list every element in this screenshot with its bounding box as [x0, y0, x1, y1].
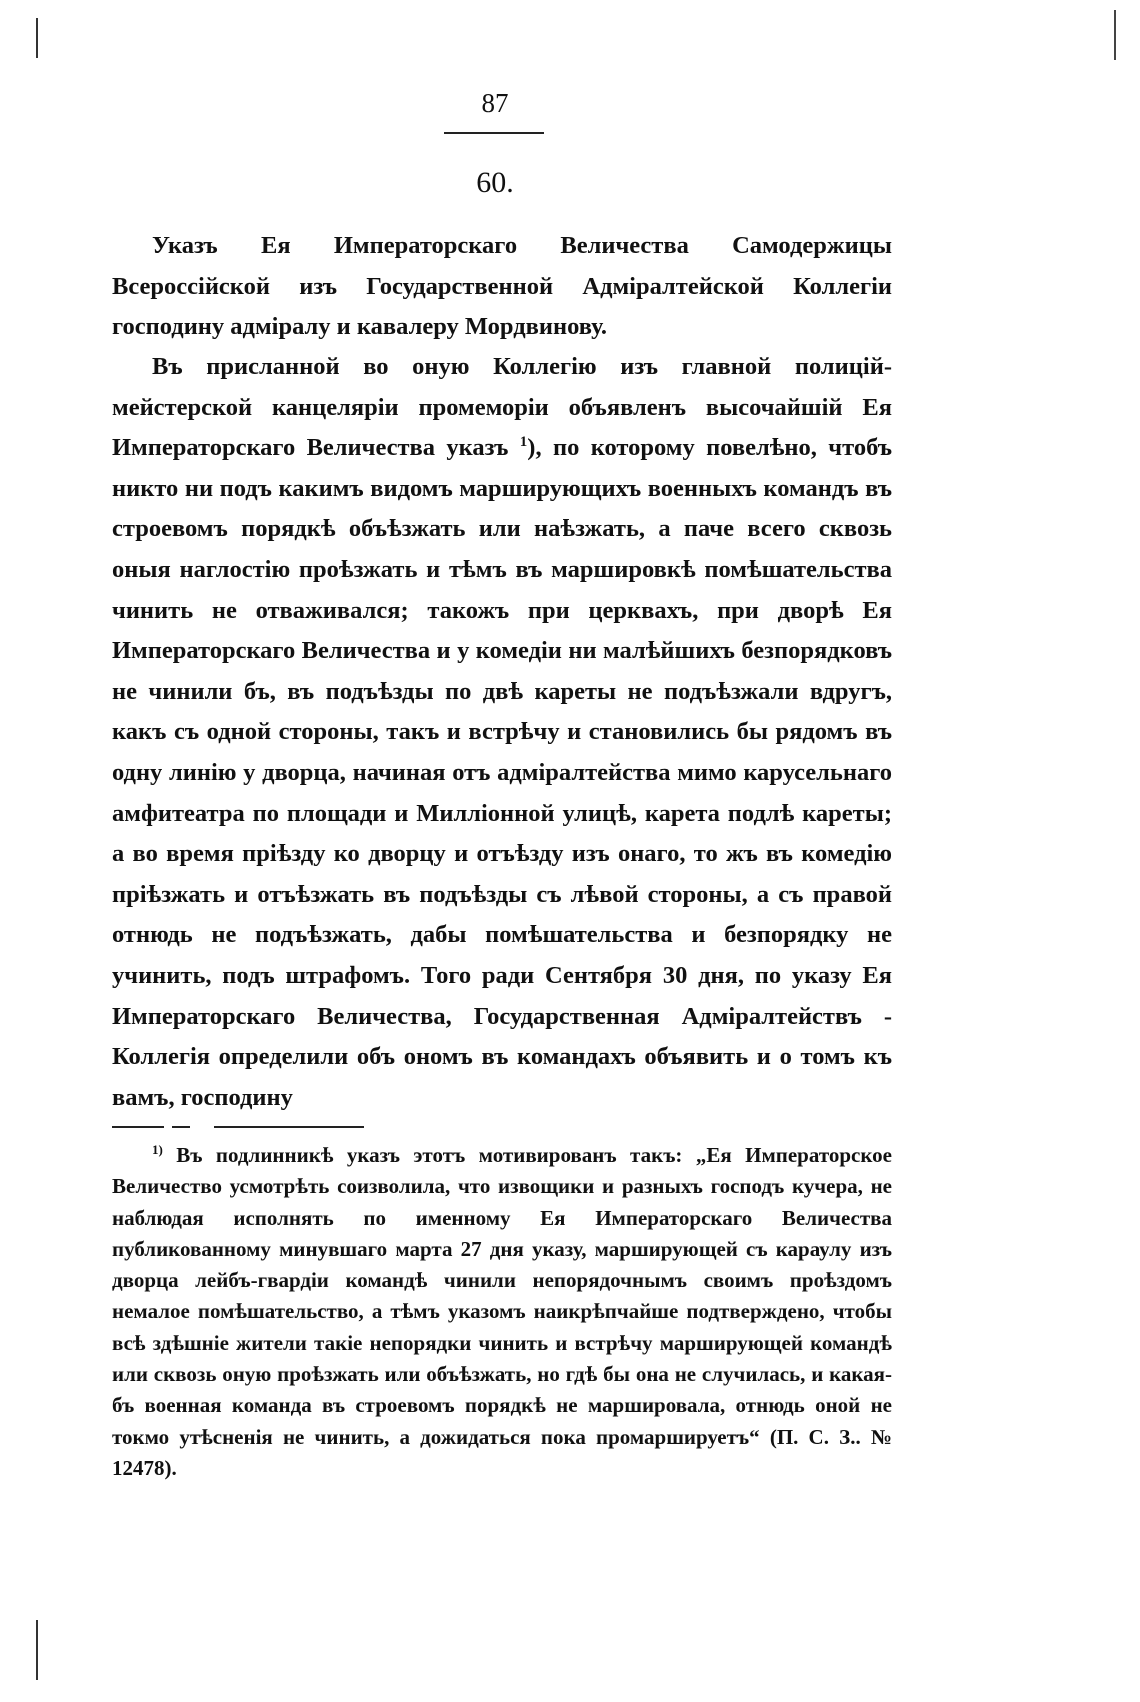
footnote-reference: 1 [519, 434, 528, 451]
footnote-separator [112, 1126, 164, 1128]
scan-edge-mark [36, 18, 38, 58]
footnote-separator [172, 1126, 190, 1128]
main-text-block [112, 347, 892, 1118]
page-number: 87 [481, 88, 509, 118]
document-title-block [112, 226, 892, 348]
scan-edge-mark [1114, 10, 1116, 60]
document-title: Указъ Ея Императорскаго Величества Самодержицы Всероссійской изъ Государственной Адміралтейской Коллегіи господину адміралу и кавалеру Мордвинову. [112, 232, 892, 341]
document-number: 60. [476, 166, 514, 199]
footnote-block [112, 1140, 892, 1484]
page-number-rule [444, 132, 544, 134]
scan-edge-mark [36, 1620, 38, 1680]
main-text-part-2: ), по которому повелѣно, чтобъ никто ни подъ какимъ видомъ марширующихъ военныхъ командъ въ строевомъ порядкѣ объѣзжать или наѣзжать, а паче всего сквозь оныя наглостію проѣзжать и тѣмъ въ маршировкѣ помѣшательства чинить не отваживался; такожъ при церквахъ, при дворѣ Ея Императорскаго Величества и у комедіи ни малѣйшихъ безпорядковъ не чинили бъ, въ подъѣзды по двѣ кареты не подъѣзжали вдругъ, какъ съ одной стороны, такъ и встрѣчу и становились бы рядомъ въ одну линію у дворца, начиная отъ адміралтейства мимо карусельнаго амфитеатра по площади и Милліонной улицѣ, карета подлѣ кареты; а во время пріѣзду ко дворцу и отъѣзду изъ онаго, то жъ въ комедію пріѣзжать и отъѣзжать въ подъѣзды съ лѣвой стороны, а съ правой отнюдь не подъѣзжать, дабы помѣшательства и безпорядку не учинить, подъ штрафомъ. Того ради Сентября 30 дня, по указу Ея Императорскаго Величества, Государственная Адміралтействъ - Коллегія определили объ ономъ въ командахъ объявить и о томъ къ вамъ, господину [112, 434, 892, 1111]
main-text-part-1: Въ присланной во оную Коллегію изъ главной полицій-мейстерской канцеляріи промеморіи объявленъ высочайшій Ея Императорскаго Величества указъ [112, 353, 892, 462]
footnote-paragraph [112, 1140, 892, 1484]
main-paragraph [112, 347, 892, 1118]
footnote-text: Въ подлинникѣ указъ этотъ мотивированъ такъ: „Ея Императорское Величество усмотрѣть соизволила, что извощики и разныхъ господъ кучера, не наблюдая исполнять по именному Ея Императорскаго Величества публикованному минувшаго марта 27 дня указу, марширующей съ караулу изъ дворца лейбъ-гвардіи командѣ чинили непорядочнымъ своимъ проѣздомъ немалое помѣшательство, а тѣмъ указомъ наикрѣпчайше подтверждено, чтобы всѣ здѣшніе жители такіе непорядки чинить и встрѣчу марширующей командѣ или сквозь оную проѣзжать или объѣзжать, но гдѣ бы она не случилась, и какая-бъ военная команда въ строевомъ порядкѣ не маршировала, отнюдь оной не токмо утѣсненія не чинить, а дожидаться пока промаршируетъ“ (П. С. З.. № 12478). [112, 1143, 892, 1480]
footnote-marker: 1) [152, 1142, 163, 1157]
footnote-separator [214, 1126, 364, 1128]
